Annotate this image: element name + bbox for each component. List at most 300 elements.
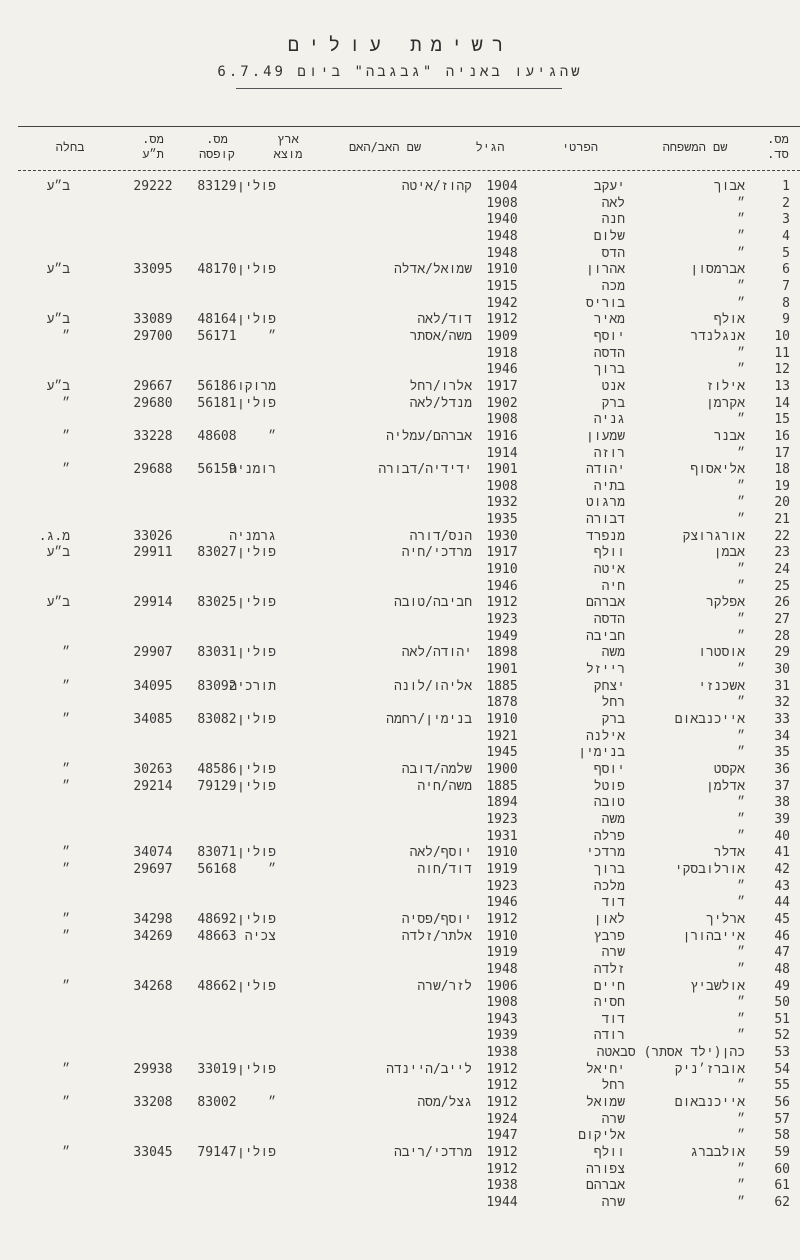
header-family-name: שם המשפחה <box>662 140 728 154</box>
family-name-cell: אברמסון <box>690 262 745 278</box>
table-row <box>0 1127 800 1144</box>
tz-number-cell: 34074 <box>133 845 173 861</box>
age-cell: 1943 <box>486 1011 518 1027</box>
country-cell: רומניה <box>229 462 276 478</box>
family-name-cell: אנגלנדר <box>690 328 745 344</box>
tz-number-cell: 29222 <box>133 179 173 194</box>
table-row <box>0 295 800 312</box>
first-name-cell: מנפרד <box>585 528 625 544</box>
table-row <box>0 395 800 412</box>
age-cell: 1919 <box>486 945 518 961</box>
family-name-cell: ארליך <box>705 911 745 927</box>
table-row <box>0 1061 800 1078</box>
row-number-cell: 50 <box>774 995 790 1011</box>
parents-cell: לייב/היינדה <box>386 1061 472 1077</box>
row-number-cell: 20 <box>774 495 790 511</box>
first-name-cell: וולף <box>593 1145 625 1161</box>
family-name-cell: ״ <box>737 495 745 511</box>
table-row <box>0 544 800 561</box>
box-number-cell: 56159 <box>197 462 237 478</box>
first-name-cell: שרה <box>601 1195 625 1211</box>
parents-cell: שלמה/דובה <box>401 761 472 777</box>
note-cell: ב״ע <box>46 179 70 194</box>
family-name-cell: אולף <box>713 312 745 328</box>
box-number-cell: 83002 <box>197 1095 237 1111</box>
note-cell: ״ <box>62 645 70 661</box>
row-number-cell: 10 <box>774 328 790 344</box>
page-subtitle: שהגיעו באניה "גבגבה" ביום 6.7.49 <box>217 64 583 80</box>
first-name-cell: שלום <box>593 228 625 244</box>
box-number-cell: 56171 <box>197 328 237 344</box>
age-cell: 1901 <box>486 462 518 478</box>
age-cell: 1912 <box>486 1161 518 1177</box>
country-cell: צכיה <box>244 928 276 944</box>
family-name-cell: ״ <box>737 245 745 261</box>
country-cell: פולין <box>236 179 276 194</box>
parents-cell: מרדכי/חיה <box>401 545 472 561</box>
first-name-cell: יוסף <box>593 328 625 344</box>
header-country <box>258 132 318 162</box>
family-name-cell: ״ <box>737 578 745 594</box>
first-name-cell: חנה <box>601 212 625 228</box>
age-cell: 1910 <box>486 562 518 578</box>
age-cell: 1894 <box>486 795 518 811</box>
age-cell: 1938 <box>486 1178 518 1194</box>
country-cell: פולין <box>236 845 276 861</box>
table-row <box>0 611 800 628</box>
first-name-cell: לאון <box>593 911 625 927</box>
family-name-cell: ״ <box>737 1011 745 1027</box>
box-number-cell: 83129 <box>197 179 237 194</box>
age-cell: 1912 <box>486 312 518 328</box>
row-number-cell: 22 <box>774 528 790 544</box>
box-number-cell: 56168 <box>197 861 237 877</box>
row-number-cell: 58 <box>774 1128 790 1144</box>
box-number-cell: 83071 <box>197 845 237 861</box>
row-number-cell: 17 <box>774 445 790 461</box>
table-row <box>0 878 800 895</box>
table-row <box>0 1177 800 1194</box>
age-cell: 1912 <box>486 1061 518 1077</box>
row-number-cell: 19 <box>774 478 790 494</box>
tz-number-cell: 33045 <box>133 1145 173 1161</box>
family-name-cell: ״ <box>737 745 745 761</box>
tz-number-cell: 30263 <box>133 761 173 777</box>
age-cell: 1910 <box>486 712 518 727</box>
note-cell: ב״ע <box>46 545 70 561</box>
family-name-cell: ״ <box>737 895 745 911</box>
first-name-cell: ברק <box>601 712 625 727</box>
box-number-cell: 83082 <box>197 712 237 727</box>
table-row <box>0 944 800 961</box>
country-cell: פולין <box>236 312 276 328</box>
family-name-cell: אקרמן <box>705 395 745 411</box>
row-number-cell: 55 <box>774 1078 790 1094</box>
age-cell: 1931 <box>486 828 518 844</box>
row-number-cell: 44 <box>774 895 790 911</box>
first-name-cell: שמואל <box>585 1095 625 1111</box>
row-number-cell: 62 <box>774 1195 790 1211</box>
first-name-cell: אברהם <box>585 1178 625 1194</box>
table-row <box>0 594 800 611</box>
country-cell: גרמניה <box>229 528 276 544</box>
age-cell: 1902 <box>486 395 518 411</box>
row-number-cell: 37 <box>774 778 790 794</box>
tz-number-cell: 29667 <box>133 378 173 394</box>
first-name-cell: מאיר <box>593 312 625 328</box>
family-name-cell: ״ <box>737 961 745 977</box>
age-cell: 1878 <box>486 695 518 711</box>
table-row <box>0 461 800 478</box>
parents-cell: משה/חיה <box>417 778 472 794</box>
first-name-cell: יעקב <box>593 179 625 194</box>
box-number-cell: 48164 <box>197 312 237 328</box>
age-cell: 1940 <box>486 212 518 228</box>
first-name-cell: בוריס <box>585 295 625 311</box>
note-cell: ב״ע <box>46 378 70 394</box>
table-row <box>0 661 800 678</box>
family-name-cell: אורלובסקי <box>674 861 745 877</box>
table-row <box>0 361 800 378</box>
age-cell: 1942 <box>486 295 518 311</box>
tz-number-cell: 33095 <box>133 262 173 278</box>
tz-number-cell: 29914 <box>133 595 173 611</box>
family-name-cell: אוברז׳ניק <box>674 1061 745 1077</box>
family-name-cell: ״ <box>737 512 745 528</box>
family-name-cell: ״ <box>737 695 745 711</box>
table-row <box>0 228 800 245</box>
table-row <box>0 694 800 711</box>
parents-cell: אברהם/עמליה <box>386 428 472 444</box>
row-number-cell: 42 <box>774 861 790 877</box>
box-number-cell: 83031 <box>197 645 237 661</box>
box-number-cell: 48692 <box>197 911 237 927</box>
header-box-number <box>186 132 248 162</box>
row-number-cell: 3 <box>782 212 790 228</box>
family-name-cell: ״ <box>737 1195 745 1211</box>
row-number-cell: 32 <box>774 695 790 711</box>
table-row <box>0 528 800 545</box>
age-cell: 1947 <box>486 1128 518 1144</box>
table-row <box>0 778 800 795</box>
row-number-cell: 29 <box>774 645 790 661</box>
family-name-cell: ״ <box>737 1161 745 1177</box>
table-row <box>0 428 800 445</box>
table-row <box>0 445 800 462</box>
row-number-cell: 46 <box>774 928 790 944</box>
table-row <box>0 978 800 995</box>
table-row <box>0 628 800 645</box>
family-name-cell: אבנר <box>713 428 745 444</box>
country-cell: פולין <box>236 978 276 994</box>
family-name-cell: ״ <box>737 1078 745 1094</box>
row-number-cell: 6 <box>782 262 790 278</box>
note-cell: ״ <box>62 1095 70 1111</box>
first-name-cell: שרה <box>601 1111 625 1127</box>
first-name-cell: מרדכי <box>585 845 625 861</box>
row-number-cell: 25 <box>774 578 790 594</box>
note-cell: ב״ע <box>46 595 70 611</box>
header-parents: שם האב/האם <box>348 140 422 154</box>
first-name-cell: דוד <box>601 895 625 911</box>
first-name-cell: בנימין <box>578 745 625 761</box>
table-row <box>0 178 800 195</box>
family-name-cell: ״ <box>737 1111 745 1127</box>
age-cell: 1946 <box>486 578 518 594</box>
box-number-cell: 56186 <box>197 378 237 394</box>
family-name-cell: אדלמן <box>705 778 745 794</box>
first-name-cell: חיה <box>601 578 625 594</box>
table-row <box>0 345 800 362</box>
row-number-cell: 43 <box>774 878 790 894</box>
row-number-cell: 18 <box>774 462 790 478</box>
header-country-line2: מוצא <box>273 147 303 161</box>
table-row <box>0 728 800 745</box>
tz-number-cell: 34298 <box>133 911 173 927</box>
age-cell: 1932 <box>486 495 518 511</box>
country-cell: פולין <box>236 262 276 278</box>
note-cell: ״ <box>62 911 70 927</box>
tz-number-cell: 29907 <box>133 645 173 661</box>
family-name-cell: ״ <box>737 995 745 1011</box>
row-number-cell: 15 <box>774 412 790 428</box>
country-cell: פולין <box>236 395 276 411</box>
family-name-cell: ״ <box>737 828 745 844</box>
first-name-cell: משה <box>601 811 625 827</box>
parents-cell: ידידיה/דבורה <box>378 462 472 478</box>
age-cell: 1908 <box>486 195 518 211</box>
family-name-cell: ״ <box>737 478 745 494</box>
age-cell: 1909 <box>486 328 518 344</box>
tz-number-cell: 33228 <box>133 428 173 444</box>
family-name-cell: ״ <box>737 562 745 578</box>
header-row-number-line2: סד. <box>767 147 789 161</box>
age-cell: 1923 <box>486 612 518 628</box>
note-cell: ״ <box>62 395 70 411</box>
first-name-cell: גניה <box>593 412 625 428</box>
row-number-cell: 33 <box>774 712 790 727</box>
header-tz-number-line2: ת״ע <box>142 147 164 161</box>
first-name-cell: פוטל <box>593 778 625 794</box>
header-row-number-line1: מס. <box>767 132 789 146</box>
first-name-cell: יוסף <box>593 761 625 777</box>
age-cell: 1921 <box>486 728 518 744</box>
parents-cell: חביבה/טובה <box>393 595 472 611</box>
table-row <box>0 1161 800 1178</box>
table-row <box>0 828 800 845</box>
family-name-cell: אבמן <box>713 545 745 561</box>
country-cell: ״ <box>268 328 276 344</box>
box-number-cell: 48662 <box>197 978 237 994</box>
family-name-cell: אולשביץ <box>690 978 745 994</box>
note-cell: ״ <box>62 428 70 444</box>
row-number-cell: 51 <box>774 1011 790 1027</box>
age-cell: 1918 <box>486 345 518 361</box>
age-cell: 1916 <box>486 428 518 444</box>
first-name-cell: דבורה <box>585 512 625 528</box>
age-cell: 1912 <box>486 1145 518 1161</box>
age-cell: 1908 <box>486 995 518 1011</box>
family-name-cell: אשכנזי <box>698 678 745 694</box>
family-name-cell: אדלר <box>713 845 745 861</box>
country-cell: פולין <box>236 911 276 927</box>
age-cell: 1917 <box>486 545 518 561</box>
family-name-cell: אפלקר <box>705 595 745 611</box>
family-name-cell: ״ <box>737 1028 745 1044</box>
note-cell: ״ <box>62 328 70 344</box>
country-cell: פולין <box>236 545 276 561</box>
family-name-cell: ״ <box>737 662 745 678</box>
row-number-cell: 57 <box>774 1111 790 1127</box>
note-cell: ״ <box>62 928 70 944</box>
table-row <box>0 1194 800 1211</box>
row-number-cell: 39 <box>774 811 790 827</box>
tz-number-cell: 29680 <box>133 395 173 411</box>
table-row <box>0 678 800 695</box>
table-row <box>0 311 800 328</box>
note-cell: ״ <box>62 712 70 727</box>
table-row <box>0 894 800 911</box>
family-name-cell: אורגרוצק <box>682 528 745 544</box>
row-number-cell: 56 <box>774 1095 790 1111</box>
age-cell: 1912 <box>486 1095 518 1111</box>
age-cell: 1948 <box>486 228 518 244</box>
table-row <box>0 561 800 578</box>
parents-cell: דוד/חוה <box>417 861 472 877</box>
first-name-cell: חיים <box>593 978 625 994</box>
tz-number-cell: 33026 <box>133 528 173 544</box>
tz-number-cell: 29688 <box>133 462 173 478</box>
tz-number-cell: 29938 <box>133 1061 173 1077</box>
box-number-cell: 48663 <box>197 928 237 944</box>
age-cell: 1914 <box>486 445 518 461</box>
first-name-cell: ברוך <box>593 861 625 877</box>
header-rule-top <box>18 126 800 127</box>
family-name-cell: אבוך <box>713 179 745 194</box>
table-row <box>0 861 800 878</box>
box-number-cell: 48170 <box>197 262 237 278</box>
family-name-cell: אליאסוף <box>690 462 745 478</box>
country-cell: ״ <box>268 861 276 877</box>
row-number-cell: 45 <box>774 911 790 927</box>
first-name-cell: אנט <box>601 378 625 394</box>
first-name-cell: איטה <box>593 562 625 578</box>
header-box-number-line2: קופסה <box>198 147 235 161</box>
age-cell: 1919 <box>486 861 518 877</box>
age-cell: 1938 <box>486 1045 518 1061</box>
table-row <box>0 195 800 212</box>
first-name-cell: מלכה <box>593 878 625 894</box>
age-cell: 1910 <box>486 845 518 861</box>
first-name-cell: אילנה <box>585 728 625 744</box>
tz-number-cell: 34268 <box>133 978 173 994</box>
age-cell: 1946 <box>486 362 518 378</box>
age-cell: 1912 <box>486 595 518 611</box>
first-name-cell: אהרון <box>585 262 625 278</box>
family-name-cell: אייבהורן <box>682 928 745 944</box>
tz-number-cell: 34095 <box>133 678 173 694</box>
row-number-cell: 1 <box>782 179 790 194</box>
note-cell: ״ <box>62 861 70 877</box>
age-cell: 1912 <box>486 911 518 927</box>
row-number-cell: 27 <box>774 612 790 628</box>
note-cell: ב״ע <box>46 262 70 278</box>
row-number-cell: 35 <box>774 745 790 761</box>
family-name-cell: ״ <box>737 612 745 628</box>
first-name-cell: יהודה <box>585 462 625 478</box>
family-name-cell: אייכנבאום <box>674 712 745 727</box>
subtitle-underline <box>236 88 562 89</box>
first-name-cell: משה <box>601 645 625 661</box>
row-number-cell: 60 <box>774 1161 790 1177</box>
country-cell: ״ <box>268 428 276 444</box>
header-tz-number-line1: מס. <box>142 132 164 146</box>
table-row <box>0 844 800 861</box>
note-cell: ״ <box>62 678 70 694</box>
country-cell: פולין <box>236 778 276 794</box>
tz-number-cell: 29697 <box>133 861 173 877</box>
note-cell: ״ <box>62 978 70 994</box>
table-row <box>0 511 800 528</box>
row-number-cell: 9 <box>782 312 790 328</box>
age-cell: 1908 <box>486 478 518 494</box>
header-rule-bottom <box>18 170 800 171</box>
family-name-cell: ״ <box>737 278 745 294</box>
age-cell: 1915 <box>486 278 518 294</box>
table-row <box>0 928 800 945</box>
row-number-cell: 14 <box>774 395 790 411</box>
family-name-cell: אילוז <box>705 378 745 394</box>
family-name-cell: ״ <box>737 228 745 244</box>
tz-number-cell: 29911 <box>133 545 173 561</box>
table-row <box>0 1094 800 1111</box>
box-number-cell: 79129 <box>197 778 237 794</box>
age-cell: 1939 <box>486 1028 518 1044</box>
first-name-cell: בתיה <box>593 478 625 494</box>
note-cell: מ.ג. <box>38 528 70 544</box>
tz-number-cell: 33089 <box>133 312 173 328</box>
age-cell: 1935 <box>486 512 518 528</box>
table-row <box>0 644 800 661</box>
first-name-cell: מרגוט <box>585 495 625 511</box>
family-name-cell: אוסטרו <box>698 645 745 661</box>
table-row <box>0 494 800 511</box>
first-name-cell: צפורה <box>585 1161 625 1177</box>
country-cell: תורכיה <box>229 678 276 694</box>
age-cell: 1923 <box>486 878 518 894</box>
family-name-cell: ״ <box>737 728 745 744</box>
country-cell: פולין <box>236 595 276 611</box>
row-number-cell: 26 <box>774 595 790 611</box>
table-row <box>0 1011 800 1028</box>
table-row <box>0 794 800 811</box>
table-row <box>0 328 800 345</box>
first-name-cell: זלדה <box>593 961 625 977</box>
age-cell: 1912 <box>486 1078 518 1094</box>
parents-cell: קהוז/איטה <box>401 179 472 194</box>
age-cell: 1898 <box>486 645 518 661</box>
first-name-cell: הדסה <box>593 612 625 628</box>
row-number-cell: 8 <box>782 295 790 311</box>
first-name-cell: הדס <box>601 245 625 261</box>
header-note: בחלה <box>55 140 85 154</box>
family-name-cell: ״ <box>737 212 745 228</box>
note-cell: ״ <box>62 845 70 861</box>
parents-cell: מרדכי/ריבה <box>393 1145 472 1161</box>
row-number-cell: 38 <box>774 795 790 811</box>
age-cell: 1917 <box>486 378 518 394</box>
parents-cell: דוד/לאה <box>417 312 472 328</box>
